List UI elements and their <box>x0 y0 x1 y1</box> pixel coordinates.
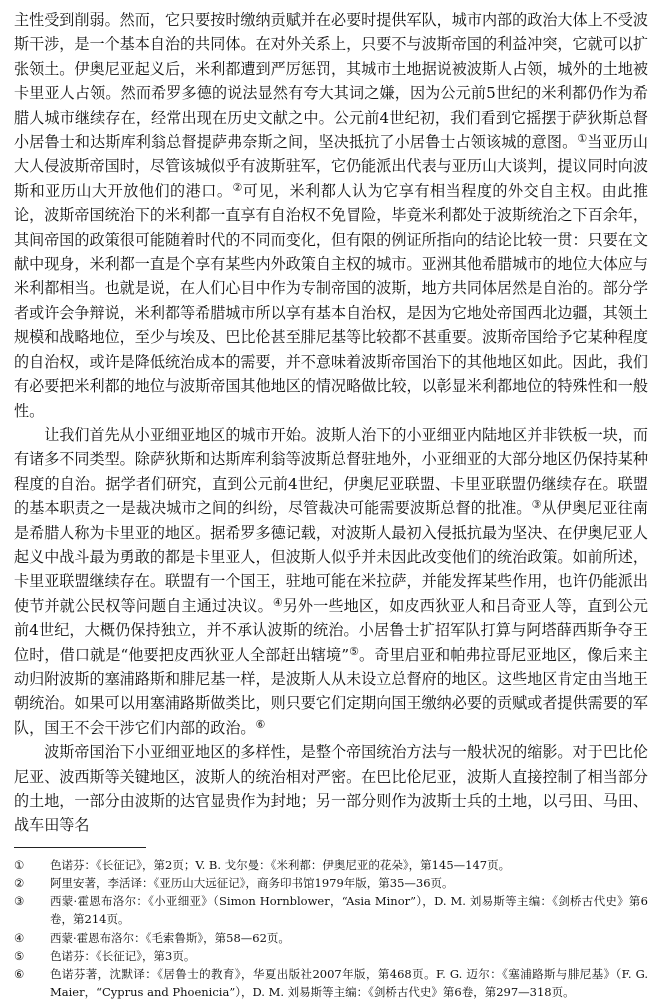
footnote-item-2 <box>14 874 648 892</box>
footnote-item-6 <box>14 965 648 1001</box>
footnote-item-1 <box>14 856 648 874</box>
footnote-item-4 <box>14 929 648 947</box>
main-text <box>14 8 648 838</box>
paragraph-2-text-4: 。奇里启亚和帕弗拉哥尼亚地区，像后来主动归附波斯的塞浦路斯和腓尼基一样，是波斯人从未设立总督府的地区。这些地区肯定由当地王朝统治。如果可以用塞浦路斯做类比，则只要它们定期向国王缴纳必要的贡赋或者提供需要的军队，国王不会干涉它们内部的政治。 <box>14 645 648 737</box>
footnote-number-2: ② <box>14 876 25 891</box>
paragraph-1 <box>14 8 648 423</box>
footnote-ref-4: ④ <box>272 595 283 609</box>
footnote-ref-1: ① <box>577 132 588 146</box>
paragraph-3 <box>14 740 648 838</box>
footnote-text-5: 色诺芬：《长征记》，第3页。 <box>50 948 196 963</box>
footnote-text-4: 西蒙·霍恩布洛尔：《毛索鲁斯》，第58—62页。 <box>50 930 290 945</box>
paragraph-2-text-3: 另外一些地区，如皮西狄亚人和吕奇亚人等，直到公元前4世纪，大概仍保持独立，并不承认波斯的统治。小居鲁士扩招军队打算与阿塔薛西斯争夺王位时，借口就是“他要把皮西狄亚人全部赶出辖境” <box>14 596 648 664</box>
footnote-ref-2: ② <box>232 180 243 194</box>
footnote-item-5 <box>14 947 648 965</box>
footnote-number-5: ⑤ <box>14 948 25 963</box>
paragraph-1-text-1: 主性受到削弱。然而，它只要按时缴纳贡赋并在必要时提供军队，城市内部的政治大体上不受波斯干涉，是一个基本自治的共同体。在对外关系上，只要不与波斯帝国的利益冲突，它就可以扩张领土。伊奥尼亚起义后，米利都遭到严厉惩罚，其城市土地据说被波斯人占领，城外的土地被卡里亚人占领。然而希罗多德的说法显然有夸大其词之嫌，因为公元前5世纪的米利都仍作为希腊人城市继续存在，经常出现在历史文献之中。公元前4世纪初，我们看到它摇摆于萨狄斯总督小居鲁士和达斯库利翁总督提萨弗奈斯之间，坚决抵抗了小居鲁士占领该城的意图。 <box>14 11 648 152</box>
footnote-number-6: ⑥ <box>14 967 25 982</box>
paragraph-1-text-2: 当亚历山大人侵波斯帝国时，尽管该城似乎有波斯驻军，它仍能派出代表与亚历山大谈判，提议同时向波斯和亚历山大开放他们的港口。 <box>14 133 648 200</box>
footnote-text-1: 色诺芬：《长征记》，第2页；V. B. 戈尔曼：《米利都：伊奥尼亚的花朵》，第145—147页。 <box>50 857 511 872</box>
paragraph-2-text-2: 从伊奥尼亚往南是希腊人称为卡里亚的地区。据希罗多德记载，对波斯人最初入侵抵抗最为坚决、在伊奥尼亚人起义中战斗最为勇敢的都是卡里亚人，但波斯人似乎并未因此改变他们的统治政策。如前所述，卡里亚联盟继续存在。联盟有一个国王，驻地可能在米拉萨，并能发挥某些作用，也许仍能派出使节并就公民权等问题自主通过决议。 <box>14 499 648 615</box>
footnote-divider <box>14 847 146 848</box>
footnote-number-1: ① <box>14 857 25 872</box>
footnote-number-3: ③ <box>14 894 25 909</box>
footnote-text-3: 西蒙·霍恩布洛尔：《小亚细亚》（Simon Hornblower，“Asia Minor”），D. M. 刘易斯等主编：《剑桥古代史》第6卷，第214页。 <box>50 894 648 927</box>
footnote-text-6: 色诺芬著，沈默译：《居鲁士的教育》，华夏出版社2007年版，第468页。F. G. 迈尔：《塞浦路斯与腓尼基》（F. G. Maier，“Cyprus and Phoenicia”），D. M. 刘易斯等主编：《剑桥古代史》第6卷，第297—318页。 <box>50 967 648 1000</box>
footnote-ref-3: ③ <box>531 498 542 512</box>
footnote-item-3 <box>14 892 648 928</box>
footnotes-list <box>14 856 648 1001</box>
paragraph-1-text-3: 可见，米利都人认为它享有相当程度的外交自主权。由此推论，波斯帝国统治下的米利都一直享有自治权不免冒险，毕竟米利都处于波斯统治之下百余年，其间帝国的政策很可能随着时代的不同而变化，但有限的例证所指向的结论比较一贯：只要在文献中现身，米利都一直是个享有某些内外政策自主权的城市。亚洲其他希腊城市的地位大体应与米利都相当。也就是说，在人们心目中作为专制帝国的波斯，地方共同体居然是自治的。部分学者或许会争辩说，米利都等希腊城市所以享有基本自治权，是因为它地处帝国西北边疆，其领土规模和战略地位，至少与埃及、巴比伦甚至腓尼基等比较都不甚重要。波斯帝国给予它某种程度的自治权，或许是降低统治成本的需要，并不意味着波斯帝国治下的其他地区如此。因此，我们有必要把米利都的地位与波斯帝国其他地区的情况略做比较，以彰显米利都地位的特殊性和一般性。 <box>14 181 648 420</box>
footnote-text-2: 阿里安著，李活译：《亚历山大远征记》，商务印书馆1979年版，第35—36页。 <box>50 876 454 891</box>
paragraph-2 <box>14 423 648 740</box>
footnote-ref-6: ⑥ <box>255 717 266 731</box>
paragraph-3-text-1: 波斯帝国治下小亚细亚地区的多样性，是整个帝国统治方法与一般状况的缩影。对于巴比伦尼亚、波西斯等关键地区，波斯人的统治相对严密。在巴比伦尼亚，波斯人直接控制了相当部分的土地，一部分由波斯的达官显贵作为封地；另一部分则作为波斯士兵的土地，以弓田、马田、战车田等名 <box>14 743 648 835</box>
footnote-number-4: ④ <box>14 930 25 945</box>
footnote-ref-5: ⑤ <box>349 644 360 658</box>
paragraph-2-text-1: 让我们首先从小亚细亚地区的城市开始。波斯人治下的小亚细亚内陆地区并非铁板一块，而有诸多不同类型。除萨狄斯和达斯库利翁等波斯总督驻地外，小亚细亚的大部分地区仍保持某种程度的自治。据学者们研究，直到公元前4世纪，伊奥尼亚联盟、卡里亚联盟仍继续存在。联盟的基本职责之一是裁决城市之间的纠纷，尽管裁决可能需要波斯总督的批准。 <box>14 425 648 518</box>
